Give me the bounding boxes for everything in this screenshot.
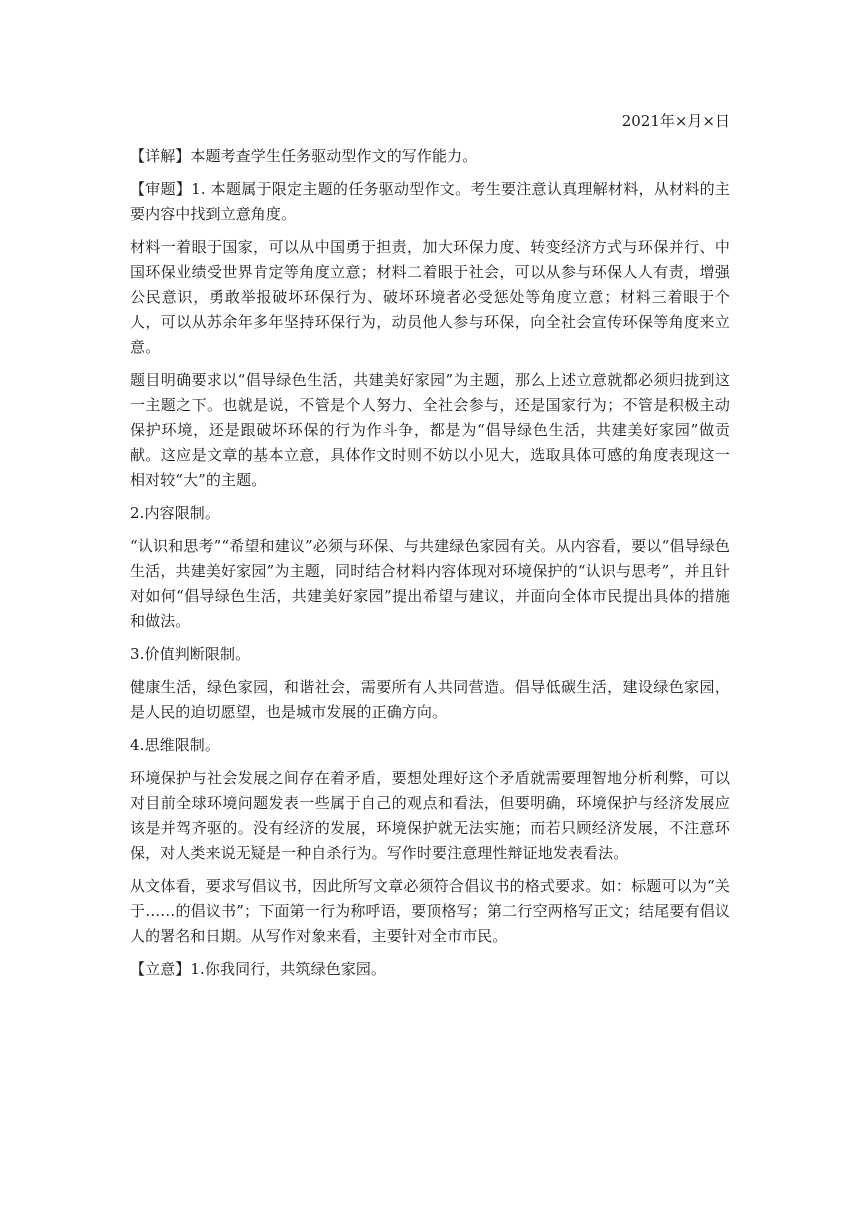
paragraph-thinking-limit-heading bbox=[130, 733, 730, 758]
paragraph-text: 1.你我同行，共筑绿色家园。 bbox=[190, 960, 387, 978]
paragraph-text: 从文体看，要求写倡议书，因此所写文章必须符合倡议书的格式要求。如：标题可以为“关于……的倡议书”；下面第一行为称呼语，要顶格写；第二行空两格写正文；结尾要有倡议人的署名和日期。从写作对象来看，主要针对全市市民。 bbox=[130, 877, 730, 945]
paragraph-detail bbox=[130, 144, 730, 169]
paragraph-text: 健康生活，绿色家园，和谐社会，需要所有人共同营造。倡导低碳生活，建设绿色家园，是人民的迫切愿望，也是城市发展的正确方向。 bbox=[130, 678, 730, 721]
section-tag-review: 【审题】 bbox=[130, 180, 192, 198]
paragraph-content-limit bbox=[130, 534, 730, 634]
paragraph-text: “认识和思考”“希望和建议”必须与环保、与共建绿色家园有关。从内容看，要以“倡导绿色生活，共建美好家园”为主题，同时结合材料内容体现对环境保护的“认识与思考”，并且针对如何“倡导绿色生活，共建美好家园”提出希望与建议，并面向全体市民提出具体的措施和做法。 bbox=[130, 537, 730, 630]
paragraph-review bbox=[130, 177, 730, 227]
paragraph-text: 2.内容限制。 bbox=[130, 504, 221, 522]
paragraph-genre bbox=[130, 874, 730, 949]
paragraph-text: 题目明确要求以“倡导绿色生活，共建美好家园”为主题，那么上述立意就都必须归拢到这一主题之下。也就是说，不管是个人努力、全社会参与，还是国家行为；不管是积极主动保护环境，还是跟破坏环保的行为作斗争，都是为“倡导绿色生活，共建美好家园”做贡献。这应是文章的基本立意，具体作文时则不妨以小见大，选取具体可感的角度表现这一相对较“大”的主题。 bbox=[130, 371, 730, 489]
paragraph-text: 材料一着眼于国家，可以从中国勇于担责，加大环保力度、转变经济方式与环保并行、中国环保业绩受世界肯定等角度立意；材料二着眼于社会，可以从参与环保人人有责，增强公民意识，勇敢举报破坏环保行为、破坏环境者必受惩处等角度立意；材料三着眼于个人，可以从苏余年多年坚持环保行为，动员他人参与环保，向全社会宣传环保等角度来立意。 bbox=[130, 238, 730, 356]
paragraph-value-limit-heading bbox=[130, 642, 730, 667]
paragraph-content-limit-heading bbox=[130, 501, 730, 526]
paragraph-value-limit bbox=[130, 675, 730, 725]
paragraph-theme bbox=[130, 368, 730, 493]
paragraph-thinking-limit bbox=[130, 766, 730, 866]
paragraph-text: 1. 本题属于限定主题的任务驱动型作文。考生要注意认真理解材料，从材料的主要内容中找到立意角度。 bbox=[130, 180, 730, 223]
section-tag-intent: 【立意】 bbox=[130, 960, 191, 978]
paragraph-text: 3.价值判断限制。 bbox=[130, 645, 251, 663]
paragraph-materials bbox=[130, 235, 730, 360]
document-body bbox=[130, 144, 730, 990]
paragraph-intent bbox=[130, 957, 730, 982]
paragraph-text: 本题考查学生任务驱动型作文的写作能力。 bbox=[190, 147, 478, 165]
paragraph-text: 环境保护与社会发展之间存在着矛盾，要想处理好这个矛盾就需要理智地分析利弊，可以对目前全球环境问题发表一些属于自己的观点和看法，但要明确，环境保护与经济发展应该是并驾齐驱的。没有经济的发展，环境保护就无法实施；而若只顾经济发展，不注意环保，对人类来说无疑是一种自杀行为。写作时要注意理性辩证地发表看法。 bbox=[130, 769, 730, 862]
section-tag-detail: 【详解】 bbox=[130, 147, 191, 165]
document-date: 2021年×月×日 bbox=[621, 112, 730, 130]
paragraph-text: 4.思维限制。 bbox=[130, 736, 221, 754]
